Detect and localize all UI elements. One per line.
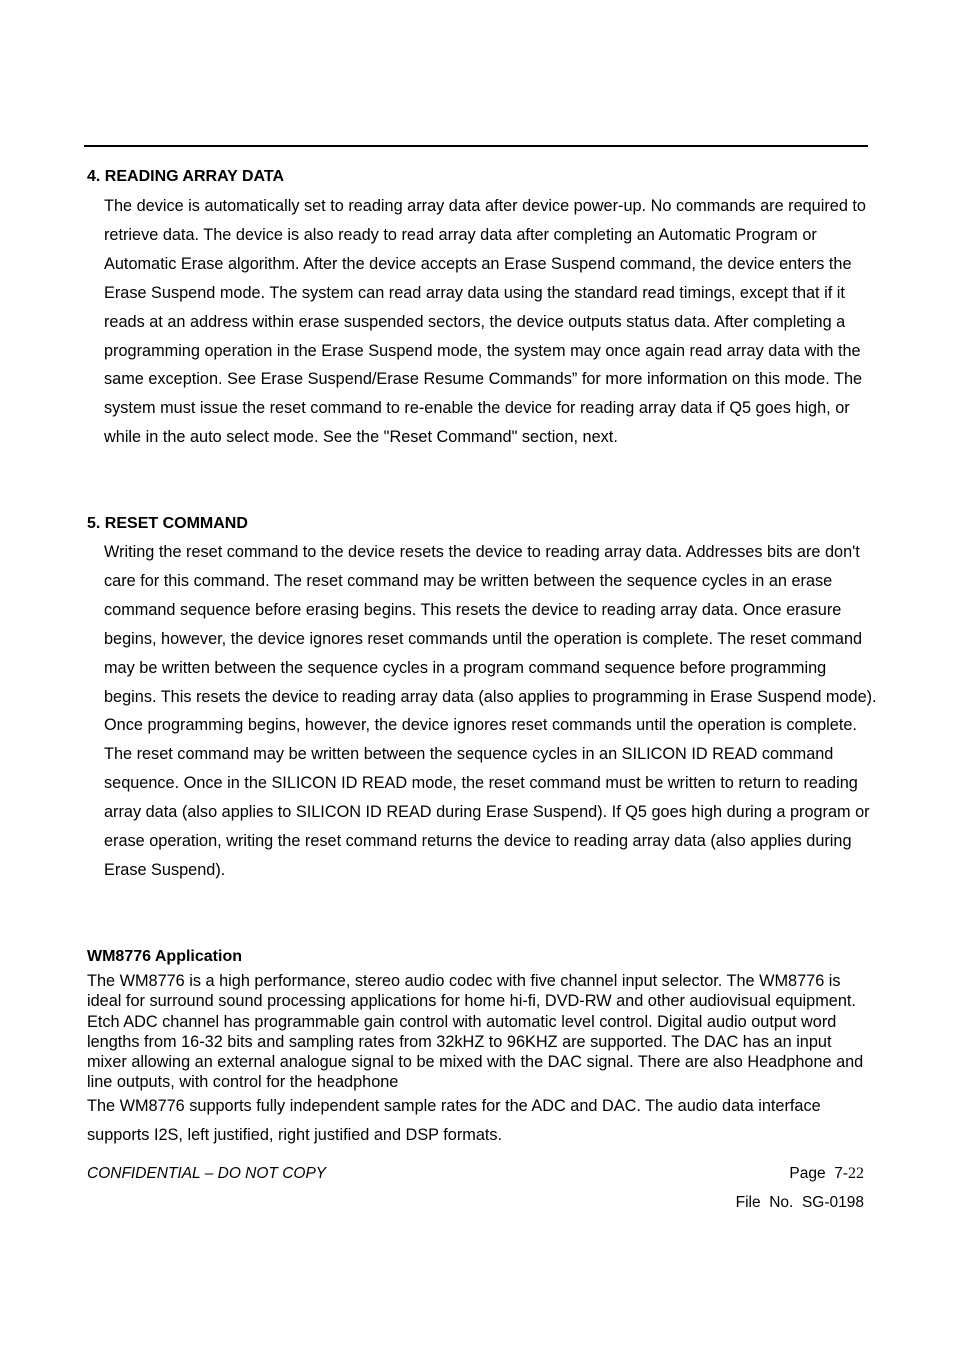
- section-5-body: Writing the reset command to the device resets the device to reading array data. Addresses bits are don't care for this command. The reset command may be written between the sequence cycles in an erase command sequence before erasing begins. This resets the device to reading array data. Once erasure begins, however, the device ignores reset commands until the operation is complete. The reset command may be written between the sequence cycles in a program command sequence before programming begins. This resets the device to reading array data (also applies to programming in Erase Suspend mode). Once programming begins, however, the device ignores reset commands until the operation is complete. The reset command may be written between the sequence cycles in an SILICON ID READ command sequence. Once in the SILICON ID READ mode, the reset command must be written to return to reading array data (also applies to SILICON ID READ during Erase Suspend). If Q5 goes high during a program or erase operation, writing the reset command returns the device to reading array data (also applies during Erase Suspend).: [104, 543, 877, 879]
- wm8776-paragraph-1: The WM8776 is a high performance, stereo audio codec with five channel input selector. The WM8776 is ideal for surround sound processing applications for home hi-fi, DVD-RW and other audiovisual equipment. Etch ADC channel has programmable gain control with automatic level control. Digital audio output word lengths from 16-32 bits and sampling rates from 32kHZ to 96KHZ are supported. The DAC has an input mixer allowing an external analogue signal to be mixed with the DAC signal. There are also Headphone and line outputs, with control for the headphone: [87, 972, 864, 1092]
- file-number: File No. SG-0198: [735, 1194, 864, 1211]
- section-5-heading: 5. RESET COMMAND: [87, 515, 248, 532]
- page-number: [789, 1164, 864, 1184]
- confidential-notice: CONFIDENTIAL – DO NOT COPY: [87, 1165, 327, 1182]
- page-digits: 22: [848, 1165, 864, 1182]
- section-4-body: The device is automatically set to reading array data after device power-up. No commands are required to retrieve data. The device is also ready to read array data after completing an Automatic Program or Automatic Erase algorithm. After the device accepts an Erase Suspend command, the device enters the Erase Suspend mode. The system can read array data using the standard read timings, except that if it reads at an address within erase suspended sectors, the device outputs status data. After completing a programming operation in the Erase Suspend mode, the system may once again read array data with the same exception. See Erase Suspend/Erase Resume Commands” for more information on this mode. The system must issue the reset command to re-enable the device for reading array data if Q5 goes high, or while in the auto select mode. See the "Reset Command" section, next.: [104, 197, 866, 447]
- section-4-heading: 4. READING ARRAY DATA: [87, 168, 285, 185]
- wm8776-paragraph-2: The WM8776 supports fully independent sample rates for the ADC and DAC. The audio data interface supports I2S, left justified, right justified and DSP formats.: [87, 1097, 821, 1144]
- wm8776-heading: WM8776 Application: [87, 948, 242, 965]
- page-label: Page 7-: [789, 1165, 848, 1182]
- header-rule: [84, 145, 868, 147]
